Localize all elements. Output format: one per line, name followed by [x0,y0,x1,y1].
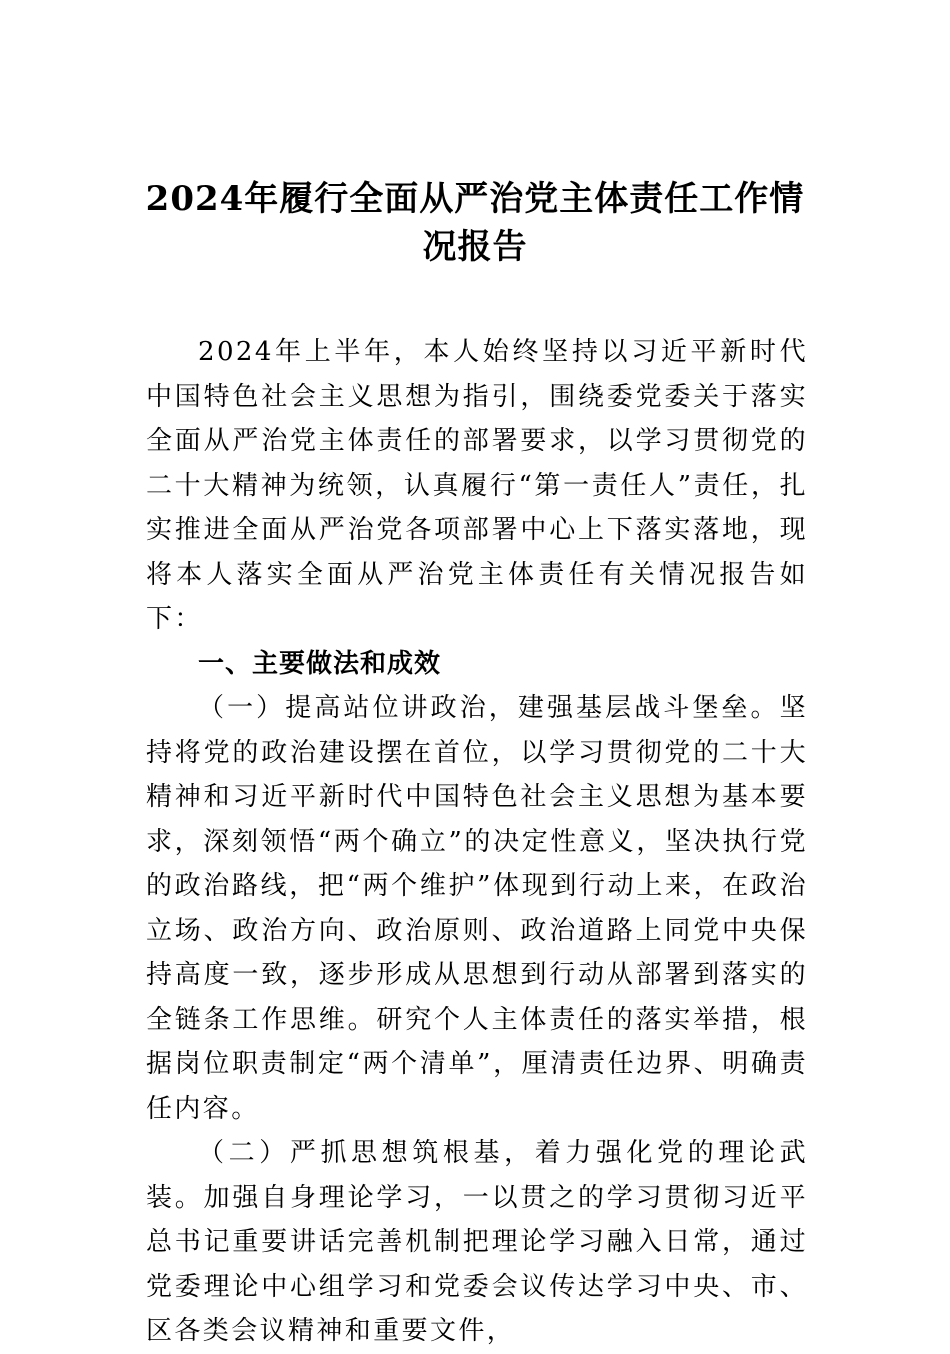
section-heading-main-practices: 一、主要做法和成效 [198,648,442,679]
paragraph-item-1: （一）提高站位讲政治，建强基层战斗堡垒。坚持将党的政治建设摆在首位，以学习贯彻党的二十大精神和习近平新时代中国特色社会主义思想为基本要求，深刻领悟“两个确立”的决定性意义，坚决执行党的政治路线，把“两个维护”体现到行动上来，在政治立场、政治方向、政治原则、政治道路上同党中央保持高度一致，逐步形成从思想到行动从部署到落实的全链条工作思维。研究个人主体责任的落实举措，根据岗位职责制定“两个清单”，厘清责任边界、明确责任内容。 [146,693,808,1124]
paragraph-item-2: （二）严抓思想筑根基，着力强化党的理论武装。加强自身理论学习，一以贯之的学习贯彻习近平总书记重要讲话完善机制把理论学习融入日常，通过党委理论中心组学习和党委会议传达学习中央、市、区各类会议精神和重要文件， [146,1138,808,1346]
document-body [146,330,808,1354]
paragraph-intro: 2024年上半年，本人始终坚持以习近平新时代中国特色社会主义思想为指引，围绕委党委关于落实全面从严治党主体责任的部署要求，以学习贯彻党的二十大精神为统领，认真履行“第一责任人”责任，扎实推进全面从严治党各项部署中心上下落实落地，现将本人落实全面从严治党主体责任有关情况报告如下： [146,337,808,634]
document-title: 2024年履行全面从严治党主体责任工作情况报告 [145,179,805,267]
